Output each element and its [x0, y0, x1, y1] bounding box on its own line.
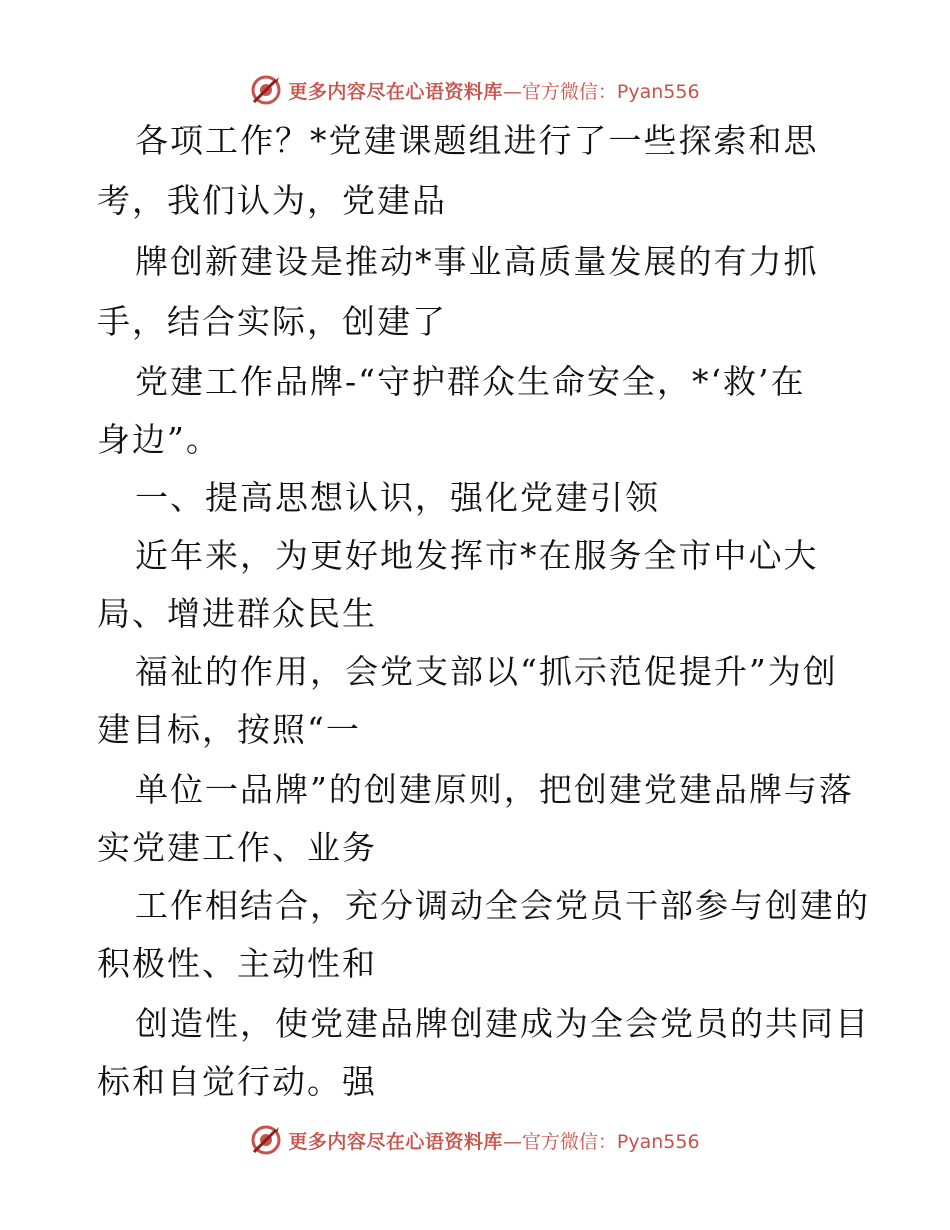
footer-contact-text: —官方微信：Pyan556	[502, 1130, 700, 1153]
header-watermark-banner	[0, 70, 950, 110]
header-site-text: 更多内容尽在心语资料库	[288, 80, 503, 103]
paragraph-line: 牌创新建设是推动*事业高质量发展的有力抓	[135, 242, 819, 281]
footer-site-text: 更多内容尽在心语资料库	[288, 1130, 503, 1153]
paragraph-line: 福祉的作用，会党支部以“抓示范促提升”为创	[135, 652, 838, 691]
paragraph-line: 党建工作品牌-“守护群众生命安全，*‘救’在	[135, 362, 806, 401]
section-heading: 一、提高思想认识，强化党建引领	[135, 478, 660, 517]
header-watermark-text	[288, 77, 699, 104]
paragraph-line: 手，结合实际，创建了	[97, 302, 447, 341]
paragraph-line: 实党建工作、业务	[97, 828, 377, 867]
paragraph-line: 单位一品牌”的创建原则，把创建党建品牌与落	[135, 770, 854, 809]
paragraph-line: 各项工作？*党建课题组进行了一些探索和思	[135, 121, 819, 160]
paragraph-line: 考，我们认为，党建品	[97, 181, 447, 220]
paragraph-line: 标和自觉行动。强	[97, 1062, 377, 1101]
paragraph-line: 建目标，按照“一	[97, 710, 361, 749]
header-contact-text: —官方微信：Pyan556	[502, 80, 700, 103]
paragraph-line: 创造性，使党建品牌创建成为全会党员的共同目	[135, 1004, 870, 1043]
footer-watermark-banner	[0, 1120, 950, 1160]
paragraph-line: 局、增进群众民生	[97, 594, 377, 633]
brand-logo-icon	[250, 74, 282, 106]
paragraph-line: 身边”。	[97, 420, 221, 459]
footer-watermark-text	[288, 1127, 699, 1154]
paragraph-line: 积极性、主动性和	[97, 944, 377, 983]
paragraph-line: 近年来，为更好地发挥市*在服务全市中心大	[135, 536, 819, 575]
brand-logo-icon	[250, 1124, 282, 1156]
paragraph-line: 工作相结合，充分调动全会党员干部参与创建的	[135, 886, 870, 925]
